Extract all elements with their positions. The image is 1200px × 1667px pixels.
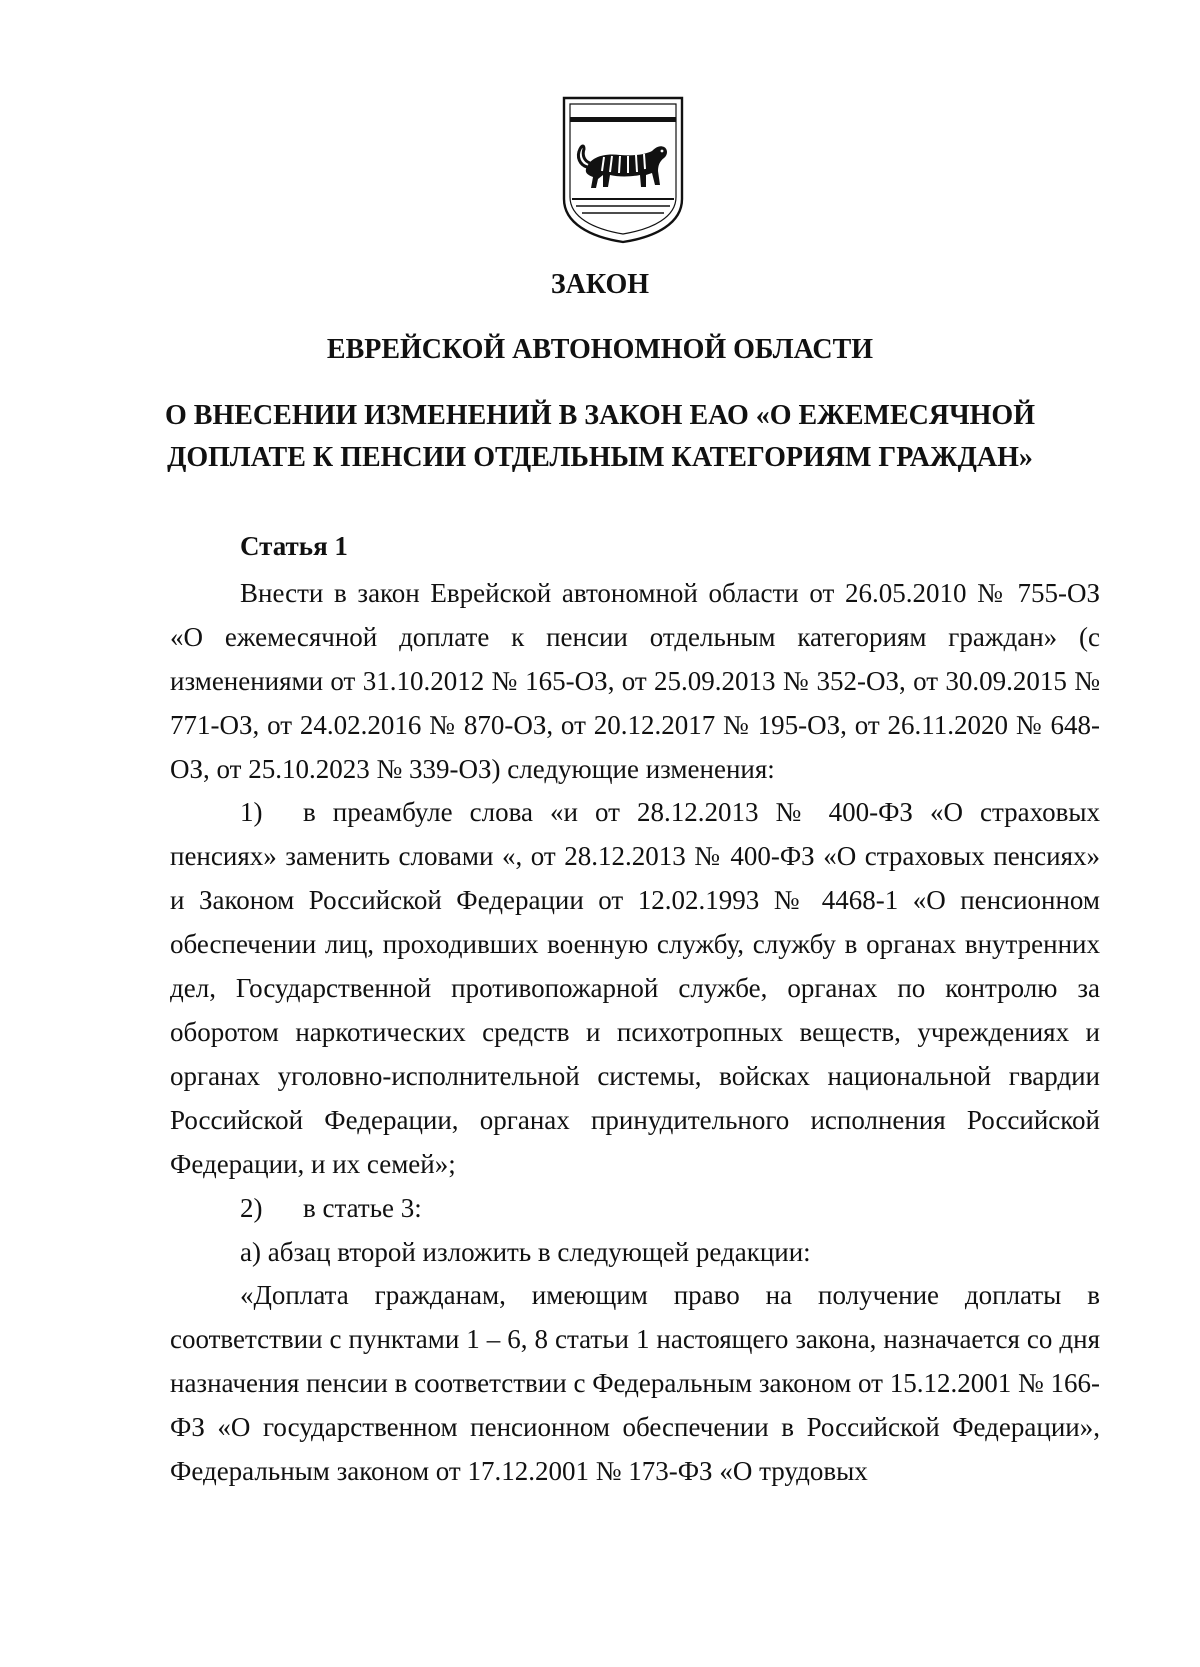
law-subject-line-2: ДОПЛАТЕ К ПЕНСИИ ОТДЕЛЬНЫМ КАТЕГОРИЯМ ГРАЖДАН» xyxy=(167,442,1033,473)
law-subject-heading xyxy=(0,395,1200,479)
quoted-text-paragraph: «Доплата гражданам, имеющим право на получение доплаты в соответствии с пунктами 1 – 6, 8 статьи 1 настоящего закона, назначается со дня назначения пенсии в соответствии с Федеральным законом от 15.12.2001 № 166-ФЗ «О государственном пенсионном обеспечении в Российской Федерации», Федеральным законом от 17.12.2001 № 173-ФЗ «О трудовых xyxy=(170,1280,1100,1487)
amendment-item-2 xyxy=(170,1187,1100,1231)
document-title: ЗАКОН xyxy=(550,269,650,300)
amendment-item-1 xyxy=(170,791,1100,1186)
item-text: в статье 3: xyxy=(303,1192,422,1223)
intro-paragraph: Внести в закон Еврейской автономной области от 26.05.2010 № 755-ОЗ «О ежемесячной доплате к пенсии отдельным категориям граждан» (с изменениями от 31.10.2012 № 165-ОЗ, от 25.09.2013 № 352-ОЗ, от 30.09.2015 № 771-ОЗ, от 24.02.2016 № 870-ОЗ, от 20.12.2017 № 195-ОЗ, от 26.11.2020 № 648-ОЗ, от 25.10.2023 № 339-ОЗ) следующие изменения: xyxy=(170,577,1100,784)
coat-of-arms-tiger-icon xyxy=(560,95,686,245)
document-body xyxy=(170,525,1100,1494)
region-title: ЕВРЕЙСКОЙ АВТОНОМНОЙ ОБЛАСТИ xyxy=(326,334,874,365)
item-number: 1) xyxy=(240,797,263,828)
item-text: в преамбуле слова «и от 28.12.2013 № 400-ФЗ «О страховых пенсиях» заменить словами «, от 28.12.2013 № 400-ФЗ «О страховых пенсиях» и Законом Российской Федерации от 12.02.1993 № 4468-1 «О пенсионном обеспечении лиц, проходивших военную службу, службу в органах внутренних дел, Государственной противопожарной службе, органах по контролю за оборотом наркотических средств и психотропных веществ, учреждениях и органах уголовно-исполнительной системы, войсках национальной гвардии Российской Федерации, органах принудительного исполнения Российской Федерации, и их семей»; xyxy=(170,797,1100,1179)
article-title: Статья 1 xyxy=(240,531,348,561)
item-number: 2) xyxy=(240,1192,263,1223)
subitem-a: а) абзац второй изложить в следующей редакции: xyxy=(240,1236,811,1267)
law-subject-line-1: О ВНЕСЕНИИ ИЗМЕНЕНИЙ В ЗАКОН ЕАО «О ЕЖЕМЕСЯЧНОЙ xyxy=(165,400,1035,431)
